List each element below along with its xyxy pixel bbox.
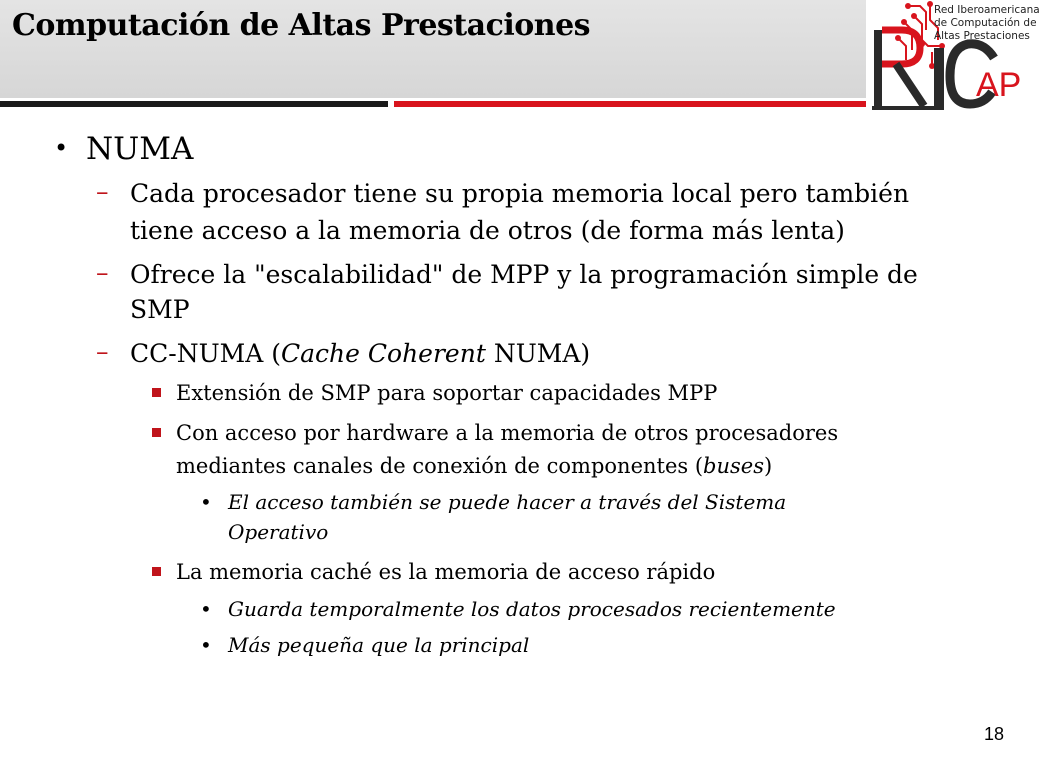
square-bullet — [152, 567, 161, 576]
dash-marker: – — [96, 337, 109, 366]
item-scalability-line2: SMP — [130, 295, 190, 324]
dash-marker: – — [96, 177, 109, 206]
sub-hardware-access-line2 — [176, 451, 772, 481]
square-bullet — [152, 388, 161, 397]
letter-r — [874, 30, 924, 106]
sub-hardware-access-line1: Con acceso por hardware a la memoria de otros procesadores — [176, 421, 839, 445]
slide-title: Computación de Altas Prestaciones — [12, 8, 591, 43]
bullet-marker: • — [54, 134, 69, 162]
logo-caption-line: Altas Prestaciones — [934, 30, 1030, 42]
bullet-marker: • — [200, 633, 212, 657]
logo-underline — [872, 106, 944, 110]
letter-i — [934, 48, 944, 106]
logo-caption-line: Red Iberoamericana — [934, 4, 1040, 16]
logo-caption-line: de Computación de — [934, 17, 1037, 29]
bullet-marker: • — [200, 490, 212, 514]
bullet-row — [54, 131, 68, 167]
sub-smp-extension: Extensión de SMP para soportar capacidades MPP — [176, 381, 718, 405]
header-rule-black — [0, 101, 388, 107]
letters-ap: AP — [976, 66, 1022, 104]
item-local-memory-line2: tiene acceso a la memoria de otros (de forma más lenta) — [130, 216, 845, 245]
subsub-temporary-storage: Guarda temporalmente los datos procesados recientemente — [228, 597, 836, 621]
dash-marker: – — [96, 258, 109, 287]
slide-number: 18 — [983, 724, 1004, 744]
item-scalability-line1: Ofrece la "escalabilidad" de MPP y la programación simple de — [130, 260, 918, 289]
item-cc-numa-suffix: NUMA) — [485, 339, 591, 368]
logo-caption — [934, 4, 1040, 43]
subsub-os-line1: El acceso también se puede hacer a través del Sistema — [228, 490, 787, 514]
subsub-os-line2: Operativo — [228, 520, 329, 544]
sub-hardware-access-suffix: ) — [763, 454, 773, 478]
subsub-smaller: Más pequeña que la principal — [228, 633, 530, 657]
numa-heading: NUMA — [86, 131, 194, 167]
square-bullet — [152, 428, 161, 437]
sub-hardware-access-italic: buses — [703, 454, 764, 478]
item-cc-numa — [130, 337, 590, 371]
header-rule-red — [394, 101, 866, 107]
sub-cache-memory: La memoria caché es la memoria de acceso rápido — [176, 560, 716, 584]
item-cc-numa-prefix: CC-NUMA ( — [130, 339, 282, 368]
item-cc-numa-italic: Cache Coherent — [281, 339, 486, 368]
bullet-marker: • — [200, 597, 212, 621]
sub-hardware-access-prefix: mediantes canales de conexión de componentes ( — [176, 454, 704, 478]
item-local-memory-line1: Cada procesador tiene su propia memoria local pero también — [130, 179, 910, 208]
